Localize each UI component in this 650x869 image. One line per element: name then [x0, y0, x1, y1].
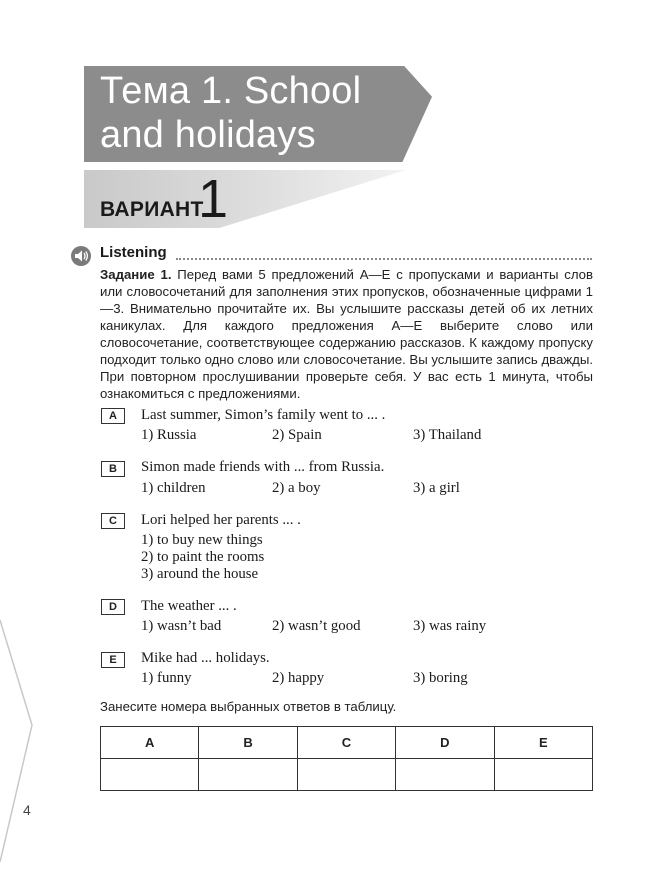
answer-cell-c[interactable]: [297, 759, 395, 791]
option-c-2: 2) to paint the rooms: [141, 549, 265, 565]
theme-title: [100, 69, 420, 157]
answer-cell-e[interactable]: [494, 759, 592, 791]
variant-label: ВАРИАНТ: [100, 198, 204, 221]
answer-header-e: E: [494, 727, 592, 759]
question-sentence-a: Last summer, Simon’s family went to ... .: [141, 407, 386, 423]
task-label: Задание 1.: [100, 267, 172, 282]
answer-cell-b[interactable]: [199, 759, 297, 791]
option-b-1: 1) children: [141, 480, 206, 496]
question-sentence-b: Simon made friends with ... from Russia.: [141, 459, 385, 475]
question-letter-b: B: [101, 461, 125, 477]
option-e-1: 1) funny: [141, 670, 192, 686]
option-d-2: 2) wasn’t good: [272, 618, 361, 634]
option-b-3: 3) a girl: [413, 480, 460, 496]
task-instructions: [100, 266, 593, 402]
table-instruction: Занесите номера выбранных ответов в таблицу.: [100, 699, 397, 714]
answer-table-answer-row: [101, 759, 593, 791]
question-letter-a: A: [101, 408, 125, 424]
option-a-2: 2) Spain: [272, 427, 322, 443]
answer-cell-d[interactable]: [396, 759, 494, 791]
question-letter-d: D: [101, 599, 125, 615]
theme-title-line2: and holidays: [100, 114, 316, 156]
variant-number: 1: [198, 169, 229, 229]
answer-cell-a[interactable]: [101, 759, 199, 791]
question-sentence-c: Lori helped her parents ... .: [141, 512, 301, 528]
option-d-3: 3) was rainy: [413, 618, 487, 634]
option-b-2: 2) a boy: [272, 480, 321, 496]
question-letter-e: E: [101, 652, 125, 668]
theme-title-line1: Тема 1. School: [100, 70, 362, 112]
question-letter-c: C: [101, 513, 125, 529]
answer-table-header-row: [101, 727, 593, 759]
option-a-1: 1) Russia: [141, 427, 197, 443]
question-sentence-e: Mike had ... holidays.: [141, 650, 270, 666]
page-number: 4: [23, 802, 31, 818]
section-heading: Listening: [100, 244, 167, 261]
task-body: Перед вами 5 предложений A—E с пропусками и варианты слов или словосочетаний для заполнения этих пропусков, обозначенные цифрами 1—3. Внимательно прочитайте их. Вы услышите рассказы детей об их летних каникулах. Для каждого предложения A—E выберите слово или словосочетание, соответствующее содержанию рассказов. К каждому пропуску подходит только одно слово или словосочетание. Вы услышите запись дважды. При повторном прослушивании проверьте себя. У вас есть 1 минута, чтобы ознакомиться с предложениями.: [100, 267, 593, 401]
answer-header-b: B: [199, 727, 297, 759]
answer-header-a: A: [101, 727, 199, 759]
option-e-3: 3) boring: [413, 670, 468, 686]
option-d-1: 1) wasn’t bad: [141, 618, 222, 634]
question-sentence-d: The weather ... .: [141, 598, 237, 614]
speaker-icon: [70, 245, 92, 267]
answer-header-c: C: [297, 727, 395, 759]
answer-table: [100, 726, 593, 791]
option-a-3: 3) Thailand: [413, 427, 482, 443]
dotted-rule: [176, 258, 592, 260]
option-e-2: 2) happy: [272, 670, 325, 686]
answer-header-d: D: [396, 727, 494, 759]
option-c-3: 3) around the house: [141, 566, 259, 582]
option-c-1: 1) to buy new things: [141, 532, 263, 548]
